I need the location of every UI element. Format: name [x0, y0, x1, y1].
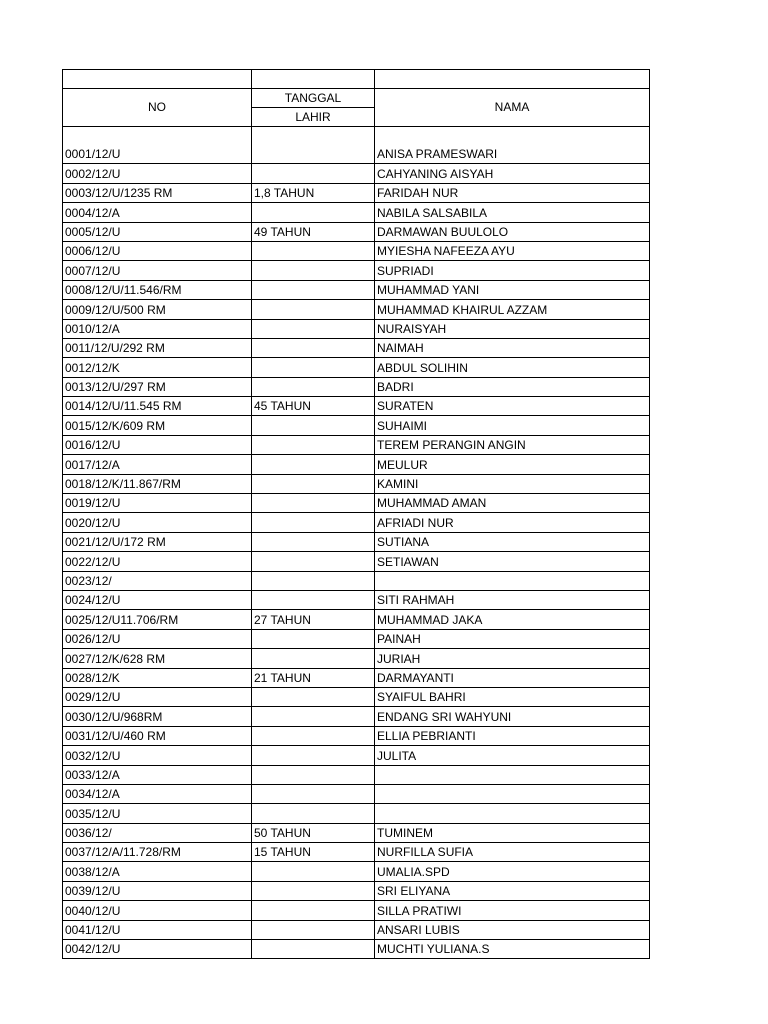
cell-nama[interactable]: MYIESHA NAFEEZA AYU [375, 241, 650, 260]
cell-no[interactable]: 0006/12/U [63, 241, 252, 260]
table-row [63, 280, 650, 299]
table-row [63, 823, 650, 842]
blank-cell[interactable] [63, 127, 252, 146]
cell-tanggal-lahir[interactable] [252, 862, 375, 881]
cell-no[interactable]: 0007/12/U [63, 261, 252, 280]
cell-nama[interactable]: TEREM PERANGIN ANGIN [375, 435, 650, 454]
table-row [63, 707, 650, 726]
cell-nama[interactable]: BADRI [375, 377, 650, 396]
table-row [63, 552, 650, 571]
cell-tanggal-lahir[interactable] [252, 377, 375, 396]
table-row [63, 145, 650, 164]
cell-no[interactable]: 0008/12/U/11.546/RM [63, 280, 252, 299]
cell-nama[interactable]: NURAISYAH [375, 319, 650, 338]
table-row [63, 435, 650, 454]
cell-tanggal-lahir[interactable]: 49 TAHUN [252, 222, 375, 241]
blank-top-row [63, 70, 650, 89]
cell-nama[interactable]: MUCHTI YULIANA.S [375, 940, 650, 959]
cell-no[interactable]: 0014/12/U/11.545 RM [63, 397, 252, 416]
cell-nama[interactable]: CAHYANING AISYAH [375, 164, 650, 183]
cell-nama[interactable]: FARIDAH NUR [375, 183, 650, 202]
cell-no[interactable]: 0040/12/U [63, 901, 252, 920]
cell-nama[interactable]: SUTIANA [375, 532, 650, 551]
table-row [63, 513, 650, 532]
cell-nama[interactable]: SYAIFUL BAHRI [375, 687, 650, 706]
header-lahir[interactable]: LAHIR [252, 108, 375, 127]
table-row [63, 629, 650, 648]
cell-tanggal-lahir[interactable] [252, 765, 375, 784]
cell-tanggal-lahir[interactable] [252, 474, 375, 493]
cell-nama[interactable]: MUHAMMAD AMAN [375, 494, 650, 513]
cell-tanggal-lahir[interactable] [252, 416, 375, 435]
cell-nama[interactable] [375, 784, 650, 803]
header-row [63, 89, 650, 108]
table-row [63, 319, 650, 338]
table-row [63, 397, 650, 416]
cell-tanggal-lahir[interactable] [252, 358, 375, 377]
patient-register-table [62, 69, 650, 959]
cell-tanggal-lahir[interactable] [252, 513, 375, 532]
cell-tanggal-lahir[interactable] [252, 319, 375, 338]
cell-nama[interactable]: NABILA SALSABILA [375, 203, 650, 222]
cell-no[interactable]: 0035/12/U [63, 804, 252, 823]
cell-nama[interactable]: SETIAWAN [375, 552, 650, 571]
cell-no[interactable]: 0041/12/U [63, 920, 252, 939]
cell-tanggal-lahir[interactable] [252, 687, 375, 706]
cell-no[interactable]: 0015/12/K/609 RM [63, 416, 252, 435]
cell-no[interactable]: 0032/12/U [63, 746, 252, 765]
table-row [63, 610, 650, 629]
table-row [63, 668, 650, 687]
cell-nama[interactable]: KAMINI [375, 474, 650, 493]
table-row [63, 940, 650, 959]
cell-no[interactable]: 0004/12/A [63, 203, 252, 222]
cell-tanggal-lahir[interactable] [252, 940, 375, 959]
table-row [63, 532, 650, 551]
table-row [63, 300, 650, 319]
cell-no[interactable]: 0003/12/U/1235 RM [63, 183, 252, 202]
cell-nama[interactable]: DARMAYANTI [375, 668, 650, 687]
cell-no[interactable]: 0034/12/A [63, 784, 252, 803]
cell-no[interactable]: 0039/12/U [63, 881, 252, 900]
table-row [63, 474, 650, 493]
table-row [63, 164, 650, 183]
cell-nama[interactable]: MUHAMMAD KHAIRUL AZZAM [375, 300, 650, 319]
cell-no[interactable]: 0033/12/A [63, 765, 252, 784]
table-row [63, 687, 650, 706]
cell-no[interactable]: 0012/12/K [63, 358, 252, 377]
cell-tanggal-lahir[interactable] [252, 590, 375, 609]
cell-tanggal-lahir[interactable]: 27 TAHUN [252, 610, 375, 629]
cell-tanggal-lahir[interactable] [252, 629, 375, 648]
table-row [63, 881, 650, 900]
cell-tanggal-lahir[interactable] [252, 203, 375, 222]
cell-nama[interactable]: ANISA PRAMESWARI [375, 145, 650, 164]
header-no[interactable]: NO [63, 89, 252, 127]
cell-no[interactable]: 0010/12/A [63, 319, 252, 338]
cell-no[interactable]: 0038/12/A [63, 862, 252, 881]
table-row [63, 804, 650, 823]
cell-no[interactable]: 0028/12/K [63, 668, 252, 687]
cell-nama[interactable]: ENDANG SRI WAHYUNI [375, 707, 650, 726]
table-row [63, 843, 650, 862]
cell-no[interactable]: 0002/12/U [63, 164, 252, 183]
cell-nama[interactable]: MEULUR [375, 455, 650, 474]
blank-cell[interactable] [252, 127, 375, 146]
cell-tanggal-lahir[interactable] [252, 261, 375, 280]
cell-tanggal-lahir[interactable] [252, 455, 375, 474]
header-tanggal[interactable]: TANGGAL [252, 89, 375, 108]
cell-tanggal-lahir[interactable] [252, 532, 375, 551]
table-row [63, 726, 650, 745]
cell-tanggal-lahir[interactable] [252, 707, 375, 726]
cell-no[interactable]: 0019/12/U [63, 494, 252, 513]
cell-nama[interactable]: ELLIA PEBRIANTI [375, 726, 650, 745]
cell-nama[interactable]: DARMAWAN BUULOLO [375, 222, 650, 241]
cell-no[interactable]: 0011/12/U/292 RM [63, 338, 252, 357]
cell-nama[interactable]: SILLA PRATIWI [375, 901, 650, 920]
cell-nama[interactable] [375, 804, 650, 823]
table-row [63, 862, 650, 881]
table-row [63, 649, 650, 668]
cell-tanggal-lahir[interactable] [252, 881, 375, 900]
cell-nama[interactable] [375, 571, 650, 590]
cell-nama[interactable]: PAINAH [375, 629, 650, 648]
cell-nama[interactable]: UMALIA.SPD [375, 862, 650, 881]
cell-nama[interactable]: AFRIADI NUR [375, 513, 650, 532]
table-row [63, 765, 650, 784]
cell-tanggal-lahir[interactable]: 50 TAHUN [252, 823, 375, 842]
cell-nama[interactable]: SITI RAHMAH [375, 590, 650, 609]
cell-no[interactable]: 0018/12/K/11.867/RM [63, 474, 252, 493]
cell-tanggal-lahir[interactable] [252, 280, 375, 299]
cell-no[interactable]: 0031/12/U/460 RM [63, 726, 252, 745]
cell-nama[interactable]: SURATEN [375, 397, 650, 416]
table-row [63, 920, 650, 939]
table-row [63, 494, 650, 513]
cell-nama[interactable]: MUHAMMAD YANI [375, 280, 650, 299]
cell-no[interactable]: 0026/12/U [63, 629, 252, 648]
cell-no[interactable]: 0025/12/U11.706/RM [63, 610, 252, 629]
table-row [63, 261, 650, 280]
cell-tanggal-lahir[interactable] [252, 164, 375, 183]
cell-no[interactable]: 0016/12/U [63, 435, 252, 454]
cell-nama[interactable]: ANSARI LUBIS [375, 920, 650, 939]
cell-no[interactable]: 0017/12/A [63, 455, 252, 474]
cell-nama[interactable]: JURIAH [375, 649, 650, 668]
cell-no[interactable]: 0023/12/ [63, 571, 252, 590]
cell-nama[interactable]: SUHAIMI [375, 416, 650, 435]
cell-no[interactable]: 0021/12/U/172 RM [63, 532, 252, 551]
spacer-row [63, 127, 650, 146]
table-row [63, 241, 650, 260]
cell-tanggal-lahir[interactable] [252, 494, 375, 513]
blank-cell[interactable] [63, 70, 252, 89]
table-row [63, 183, 650, 202]
cell-nama[interactable]: TUMINEM [375, 823, 650, 842]
cell-tanggal-lahir[interactable] [252, 901, 375, 920]
cell-no[interactable]: 0001/12/U [63, 145, 252, 164]
cell-tanggal-lahir[interactable]: 45 TAHUN [252, 397, 375, 416]
cell-no[interactable]: 0029/12/U [63, 687, 252, 706]
cell-no[interactable]: 0024/12/U [63, 590, 252, 609]
header-nama[interactable]: NAMA [375, 89, 650, 127]
cell-nama[interactable]: SRI ELIYANA [375, 881, 650, 900]
table-row [63, 203, 650, 222]
table-row [63, 746, 650, 765]
cell-tanggal-lahir[interactable]: 15 TAHUN [252, 843, 375, 862]
cell-no[interactable]: 0009/12/U/500 RM [63, 300, 252, 319]
blank-cell[interactable] [375, 127, 650, 146]
cell-nama[interactable]: JULITA [375, 746, 650, 765]
cell-nama[interactable]: NURFILLA SUFIA [375, 843, 650, 862]
cell-tanggal-lahir[interactable] [252, 571, 375, 590]
cell-nama[interactable]: MUHAMMAD JAKA [375, 610, 650, 629]
cell-no[interactable]: 0027/12/K/628 RM [63, 649, 252, 668]
table-row [63, 377, 650, 396]
cell-tanggal-lahir[interactable] [252, 552, 375, 571]
cell-tanggal-lahir[interactable] [252, 300, 375, 319]
cell-no[interactable]: 0022/12/U [63, 552, 252, 571]
cell-nama[interactable]: SUPRIADI [375, 261, 650, 280]
blank-cell[interactable] [252, 70, 375, 89]
table-row [63, 901, 650, 920]
cell-nama[interactable] [375, 765, 650, 784]
table-row [63, 784, 650, 803]
cell-tanggal-lahir[interactable] [252, 435, 375, 454]
cell-tanggal-lahir[interactable] [252, 726, 375, 745]
cell-tanggal-lahir[interactable] [252, 145, 375, 164]
cell-no[interactable]: 0020/12/U [63, 513, 252, 532]
cell-tanggal-lahir[interactable] [252, 746, 375, 765]
table-row [63, 571, 650, 590]
cell-no[interactable]: 0037/12/A/11.728/RM [63, 843, 252, 862]
cell-no[interactable]: 0013/12/U/297 RM [63, 377, 252, 396]
cell-no[interactable]: 0036/12/ [63, 823, 252, 842]
cell-tanggal-lahir[interactable] [252, 649, 375, 668]
table-row [63, 455, 650, 474]
table-row [63, 222, 650, 241]
cell-tanggal-lahir[interactable] [252, 920, 375, 939]
cell-tanggal-lahir[interactable] [252, 804, 375, 823]
cell-no[interactable]: 0005/12/U [63, 222, 252, 241]
cell-tanggal-lahir[interactable] [252, 241, 375, 260]
cell-tanggal-lahir[interactable]: 21 TAHUN [252, 668, 375, 687]
table-row [63, 416, 650, 435]
table-row [63, 338, 650, 357]
cell-tanggal-lahir[interactable] [252, 338, 375, 357]
cell-tanggal-lahir[interactable]: 1,8 TAHUN [252, 183, 375, 202]
table-row [63, 590, 650, 609]
table-row [63, 358, 650, 377]
cell-no[interactable]: 0030/12/U/968RM [63, 707, 252, 726]
cell-nama[interactable]: NAIMAH [375, 338, 650, 357]
cell-tanggal-lahir[interactable] [252, 784, 375, 803]
cell-nama[interactable]: ABDUL SOLIHIN [375, 358, 650, 377]
cell-no[interactable]: 0042/12/U [63, 940, 252, 959]
blank-cell[interactable] [375, 70, 650, 89]
